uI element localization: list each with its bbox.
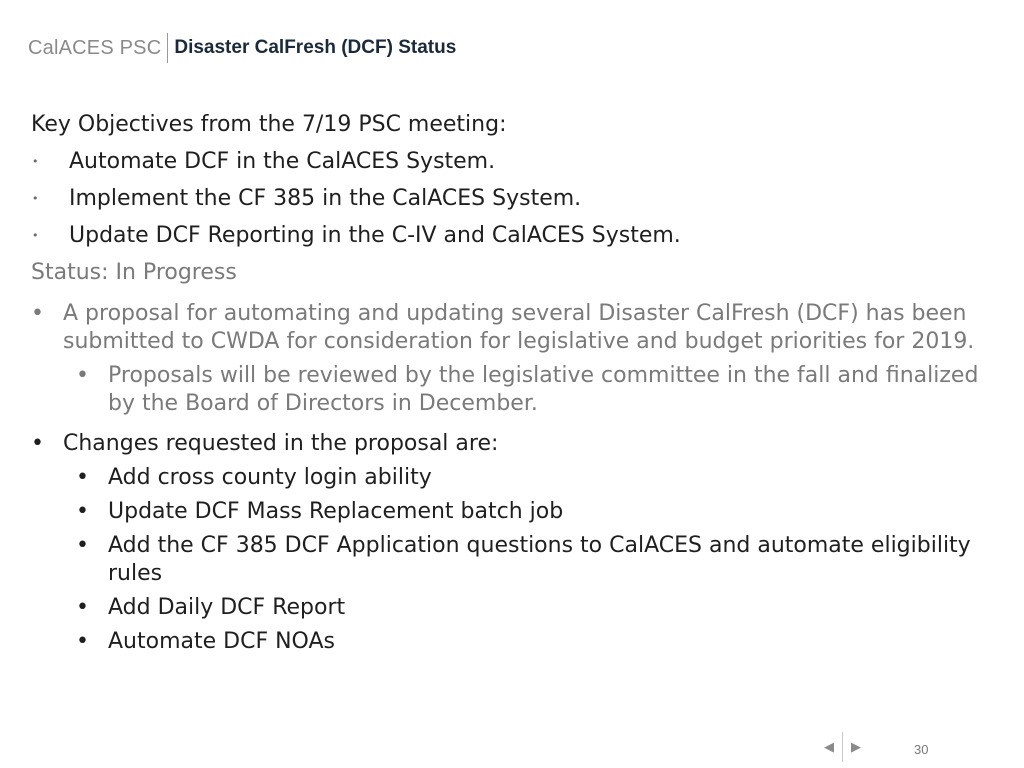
change-item bbox=[31, 532, 991, 588]
bullet-icon: • bbox=[76, 363, 89, 388]
bullet-icon: • bbox=[76, 533, 89, 558]
proposal-bullet bbox=[31, 300, 991, 356]
proposal-text: A proposal for automating and updating several Disaster CalFresh (DCF) has been submitted to CWDA for consideration for legislative and budget priorities for 2019. bbox=[63, 301, 975, 354]
bullet-icon: • bbox=[76, 595, 89, 620]
slide-content bbox=[31, 110, 991, 656]
next-slide-icon[interactable]: ▶ bbox=[851, 739, 861, 755]
objective-text: Automate DCF in the CalACES System. bbox=[69, 149, 496, 174]
bullet-icon: • bbox=[31, 431, 44, 456]
bullet-icon: • bbox=[32, 155, 39, 168]
page-number: 30 bbox=[914, 742, 929, 757]
bullet-icon: • bbox=[32, 229, 39, 242]
change-text: Add the CF 385 DCF Application questions to CalACES and automate eligibility rules bbox=[108, 533, 971, 586]
previous-slide-icon[interactable]: ◀ bbox=[824, 739, 834, 755]
objectives-heading: Key Objectives from the 7/19 PSC meeting: bbox=[31, 112, 507, 137]
proposal-sub-text: Proposals will be reviewed by the legislative committee in the fall and finalized by the Board of Directors in December. bbox=[108, 363, 979, 416]
slide-header bbox=[28, 33, 456, 63]
slide-title: Disaster CalFresh (DCF) Status bbox=[174, 37, 457, 58]
objective-text: Implement the CF 385 in the CalACES System. bbox=[69, 186, 582, 211]
changes-heading-bullet bbox=[31, 430, 991, 458]
change-item bbox=[31, 464, 991, 492]
objective-text: Update DCF Reporting in the C-IV and CalACES System. bbox=[69, 223, 681, 248]
brand-name: CalACES PSC bbox=[28, 36, 162, 59]
bullet-icon: • bbox=[76, 629, 89, 654]
objective-item bbox=[31, 184, 991, 214]
change-text: Update DCF Mass Replacement batch job bbox=[108, 499, 564, 524]
bullet-icon: • bbox=[76, 499, 89, 524]
bullet-icon: • bbox=[32, 192, 39, 205]
change-item bbox=[31, 628, 991, 656]
header-divider bbox=[167, 33, 168, 63]
changes-heading: Changes requested in the proposal are: bbox=[63, 431, 499, 456]
objective-item bbox=[31, 221, 991, 251]
change-text: Automate DCF NOAs bbox=[108, 629, 335, 654]
status-label: Status: In Progress bbox=[31, 260, 237, 285]
nav-divider bbox=[842, 732, 843, 762]
slide-navigation bbox=[824, 732, 861, 762]
objective-item bbox=[31, 147, 991, 177]
change-text: Add cross county login ability bbox=[108, 465, 432, 490]
change-text: Add Daily DCF Report bbox=[108, 595, 346, 620]
bullet-icon: • bbox=[76, 465, 89, 490]
change-item bbox=[31, 498, 991, 526]
change-item bbox=[31, 594, 991, 622]
bullet-icon: • bbox=[31, 301, 44, 326]
proposal-sub-bullet bbox=[31, 362, 991, 418]
